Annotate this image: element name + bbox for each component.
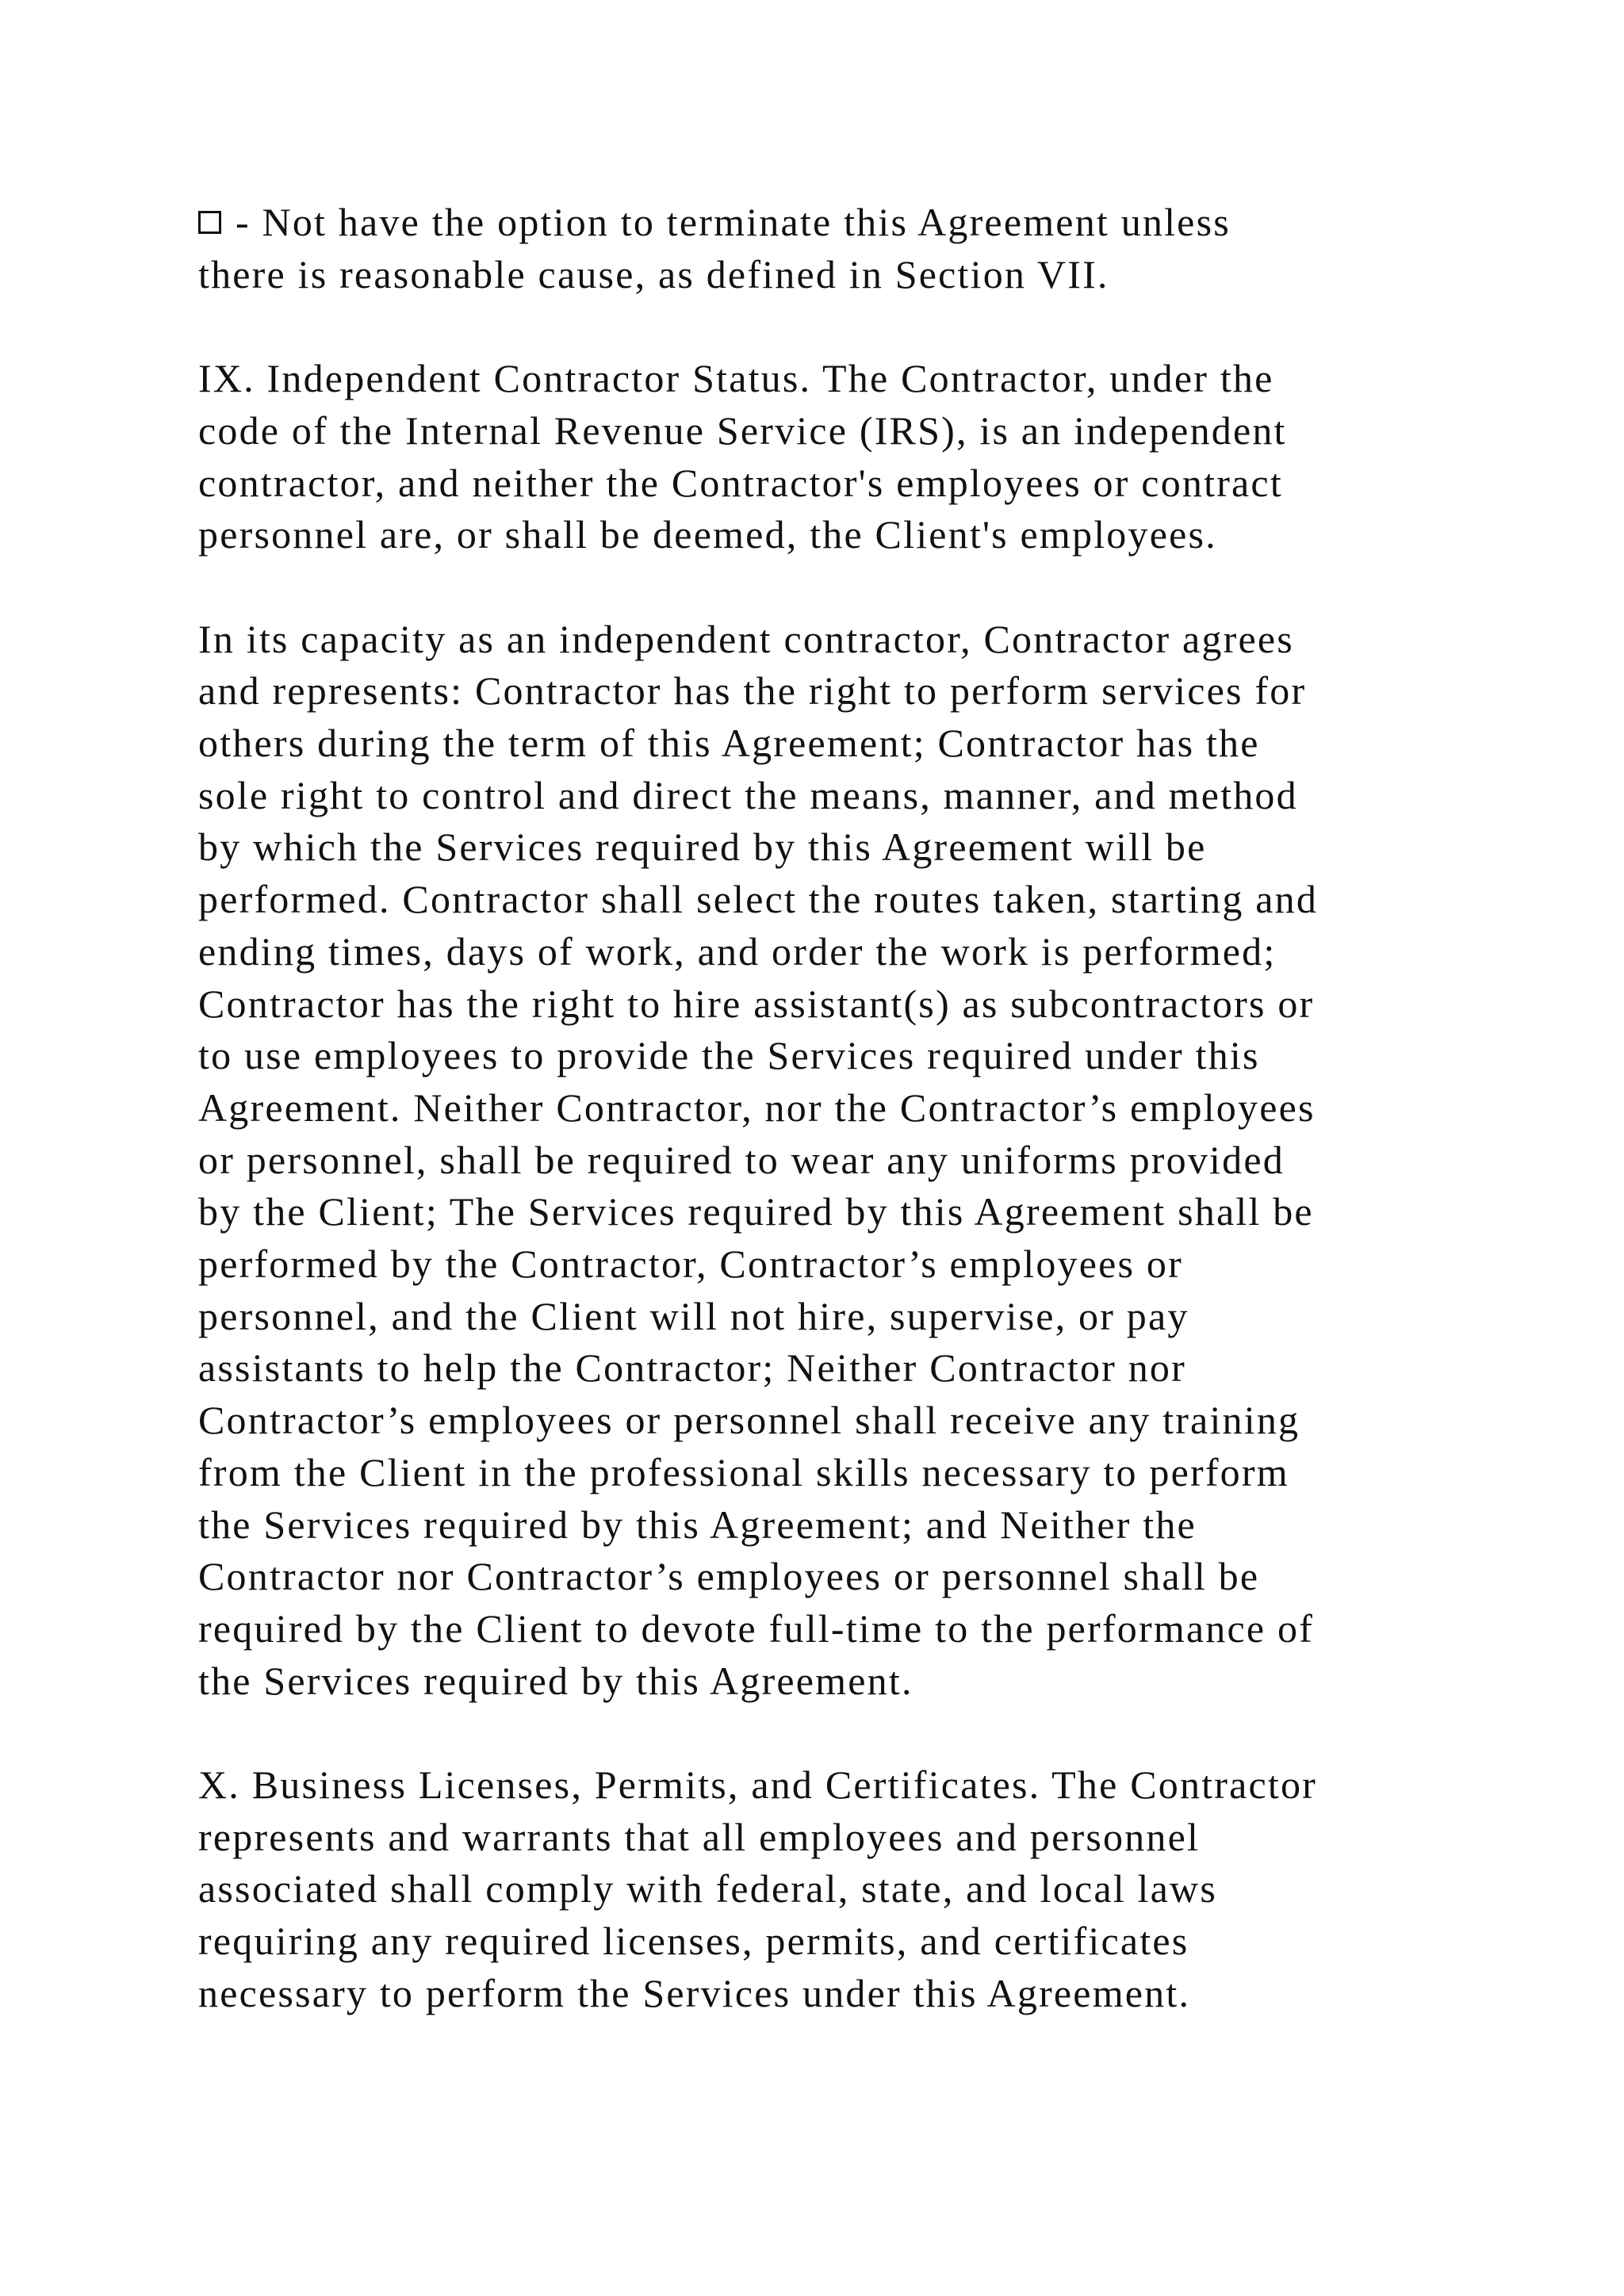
text-line: to use employees to provide the Services required under this <box>198 1033 1260 1078</box>
checkbox-icon[interactable] <box>198 211 221 234</box>
paragraph-option-terminate <box>198 197 1435 300</box>
paragraph-section-x <box>198 1759 1435 2020</box>
text-line: In its capacity as an independent contractor, Contractor agrees <box>198 616 1294 661</box>
text-line: by the Client; The Services required by this Agreement shall be <box>198 1189 1314 1234</box>
text-line: personnel are, or shall be deemed, the Client's employees. <box>198 512 1217 557</box>
text-line: requiring any required licenses, permits, and certificates <box>198 1919 1189 1964</box>
text-line-content: - Not have the option to terminate this Agreement unless <box>236 200 1231 244</box>
text-line: the Services required by this Agreement. <box>198 1658 914 1703</box>
section-heading-line: X. Business Licenses, Permits, and Certificates. The Contractor <box>198 1762 1318 1808</box>
paragraph-capacity <box>198 614 1435 1708</box>
document-page <box>198 197 1435 2072</box>
text-line: Contractor’s employees or personnel shall receive any training <box>198 1398 1300 1443</box>
text-line: required by the Client to devote full-time to the performance of <box>198 1605 1315 1651</box>
text-line <box>198 197 1435 249</box>
text-line: represents and warrants that all employees and personnel <box>198 1814 1201 1859</box>
text-line: associated shall comply with federal, state, and local laws <box>198 1866 1217 1911</box>
text-line: assistants to help the Contractor; Neither Contractor nor <box>198 1345 1186 1391</box>
text-line: by which the Services required by this Agreement will be <box>198 825 1207 870</box>
text-line: from the Client in the professional skills necessary to perform <box>198 1449 1289 1494</box>
text-line: performed by the Contractor, Contractor’s employees or <box>198 1242 1183 1287</box>
text-line: personnel, and the Client will not hire, supervise, or pay <box>198 1293 1189 1338</box>
text-line: performed. Contractor shall select the routes taken, starting and <box>198 877 1319 922</box>
text-line: necessary to perform the Services under this Agreement. <box>198 1970 1191 2015</box>
text-line: there is reasonable cause, as defined in Section VII. <box>198 251 1109 297</box>
text-line: and represents: Contractor has the right to perform services for <box>198 668 1307 714</box>
text-line: the Services required by this Agreement; and Neither the <box>198 1502 1197 1547</box>
text-line: Contractor has the right to hire assistant(s) as subcontractors or <box>198 981 1315 1026</box>
text-line: Contractor nor Contractor’s employees or personnel shall be <box>198 1554 1260 1599</box>
text-line: sole right to control and direct the means, manner, and method <box>198 772 1298 817</box>
text-line: or personnel, shall be required to wear any uniforms provided <box>198 1137 1285 1182</box>
text-line: contractor, and neither the Contractor's employees or contract <box>198 460 1283 505</box>
text-line: others during the term of this Agreement; Contractor has the <box>198 721 1260 765</box>
paragraph-section-ix <box>198 353 1435 561</box>
section-heading-line: IX. Independent Contractor Status. The Contractor, under the <box>198 356 1274 401</box>
text-line: Agreement. Neither Contractor, nor the Contractor’s employees <box>198 1085 1316 1130</box>
text-line: code of the Internal Revenue Service (IRS), is an independent <box>198 408 1287 453</box>
text-line: ending times, days of work, and order the work is performed; <box>198 928 1277 974</box>
